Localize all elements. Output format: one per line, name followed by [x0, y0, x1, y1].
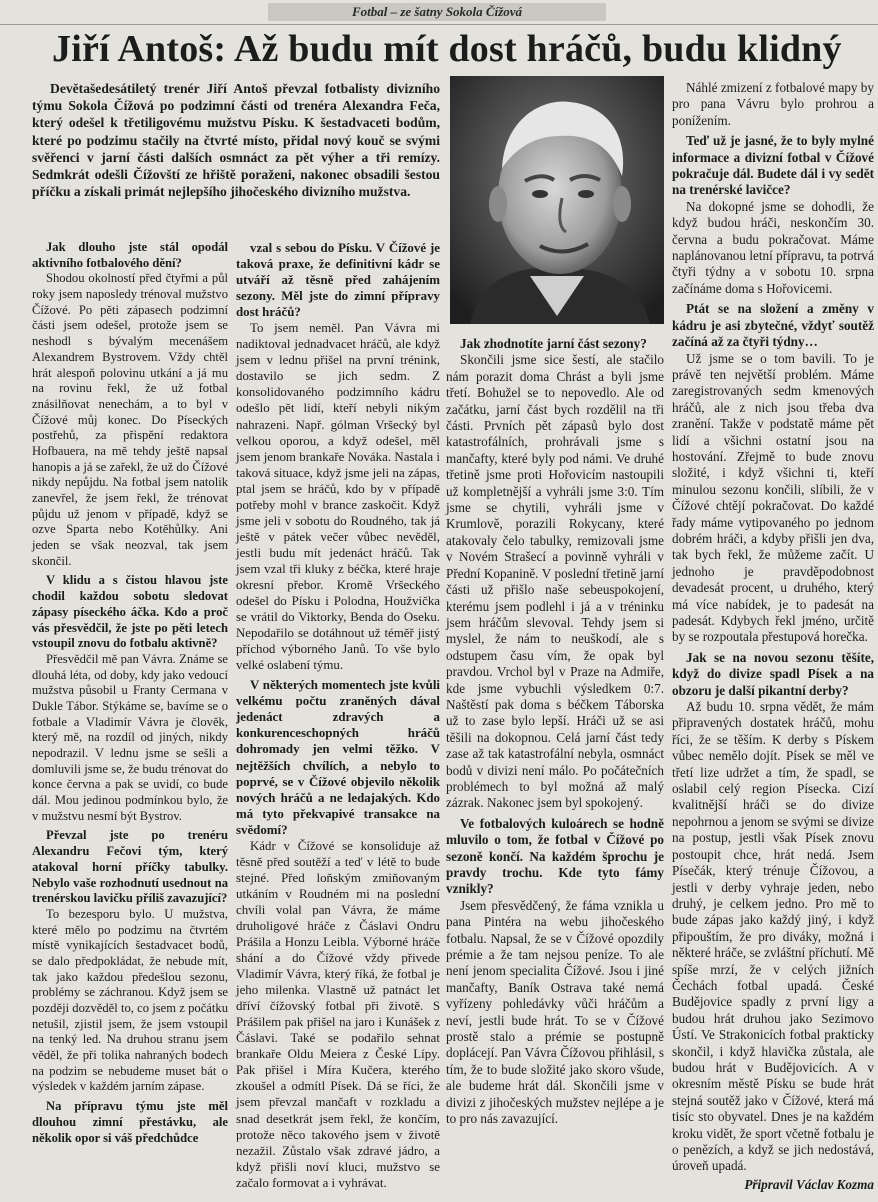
- top-rule: [0, 24, 878, 25]
- interview-question: Ve fotbalových kuloárech se hodně mluvilo o tom, že fotbal v Čížové po sezoně končí. Na každém šprochu je pravdy trochu. Kde tyto fámy vznikly?: [446, 815, 664, 897]
- interview-question: V klidu a s čistou hlavou jste chodil každou sobotu sledovat zápasy píseckého áčka. Kdo a proč vás přesvědčil, že jste po pěti letech vstoupil znovu do fotbalu aktivně?: [32, 573, 228, 651]
- author-signature: Připravil Václav Kozma: [744, 1176, 874, 1192]
- interview-answer: Náhlé zmizení z fotbalové mapy by pro pana Vávru bylo prohrou a ponížením.: [672, 80, 874, 128]
- article-column-1: [32, 236, 228, 1146]
- interview-answer: Shodou okolností před čtyřmi a půl roky jsem naposledy trénoval mužstvo Čížové. Po pěti zápasech podzimní části jsem odešel, protože jsem se neshodl s bývalým mecenášem Alexandrem Bystrovem. Vždy chtěl hrát alespoň polovinu utkání a já mu na rovinu řekl, že už fotbal znásilňovat nenechám, a to byl v Čížové můj konec. Do Píseckých postřehů, za přispění redaktora Hofbauera, na mě tehdy ještě napsal hanopis a já se zařekl, že už do Čížové nikdy nepůjdu. Na fotbal jsem natolik zanevřel, že jsem řekl, že trénovat půjdu už jenom v případě, když se ozve Sparta nebo Kotěhůlky. Ani jeden se však neozval, tak jsem skončil.: [32, 271, 228, 568]
- interview-answer: Na dokopné jsme se dohodli, že když budou hráči, neskončím 30. června a budu pokračovat. Máme naplánovanou letní přípravu, ta potrvá čtyři týdny a v sobotu 10. srpna začínáme doma s Hořovicemi.: [672, 198, 874, 296]
- interview-answer: Jsem přesvědčený, že fáma vznikla u pana Pintéra na webu jihočeského fotbalu. Napsal, že se v Čížové opozdily prémie a že tam nejsou peníze. To ale není jenom specialita Čížové. Jsou i jiné mančafty, Baník Ostrava také nemá vyřízeny pohledávky vůči hráčům a neví, jestli bude hrát. To se v Čížové prostě stalo a prémie se postupně doplácejí. Pan Vávra Čížovou přihlásil, s tím, že to bude složité jako skoro všude, ale budeme hrát dál. Skončili jsme v divizi z jihočeských mužstev nejlépe a je to pro nás zavazující.: [446, 897, 664, 1127]
- interview-answer: Přesvědčil mě pan Vávra. Známe se dlouhá léta, od doby, kdy jako vedoucí mužstva působil u Franty Cermana v Dukle Tábor. Stýkáme se, bavíme se o fotbale a Vladimír Vávra je člověk, který mě, na rozdíl od jiných, nikdy nepodrazil. V lednu jsme se sešli a domluvili jsme se, že budu trénovat do konce června a pak se uvidí, co bude dál. Mou jedinou podmínkou bylo, že v mužstvu nesmí být Bystrov.: [32, 651, 228, 823]
- interview-question: Teď už je jasné, že to byly mylné informace a divizní fotbal v Čížové pokračuje dál. Budete dál i vy sedět na trenérské lavičce?: [672, 133, 874, 198]
- interview-question: V některých momentech jste kvůli velkému počtu zraněných dával jedenáct zdravých a konkurenceschopných hráčů dohromady jen velmi těžko. V nejtěžších chvílích, a nebylo to poprvé, se v Čížové objevilo několik nových hráčů a ne ledajakých. Kdo má tyto překvapivé transakce na svědomí?: [236, 678, 440, 837]
- article-column-2: [236, 236, 440, 1191]
- interview-answer: Skončili jsme sice šestí, ale stačilo nám porazit doma Chrást a byli jsme třetí. Bohužel se to nepovedlo. Ale od začátku, jarní část bych rozdělil na tři části. Prvních pět zápasů bylo dost katastrofálních, prohrávali jsme s mančafty, které byly pod námi. Ve druhé třetině jsme proti Hořovicím nastoupili už kompletnější a vyhráli jsme 3:0. Tím jsme se chytili, vyhráli jsme v Krumlově, porazili Rokycany, které atakovaly čelo tabulky, remizovali jsme v Novém Strašecí a povinně vyhráli v Přední Kopanině. V poslední třetině jarní části už přišlo naše sebeuspokojení, kterému jsem podlehl i já a v tréninku jsem hráčům slevoval. Tehdy jsem si myslel, že nám to neuškodí, ale s odstupem času vím, že opak byl pravdou. Vrchol byl v Praze na Admiře, kde jsme vybuchli výsledkem 0:7. Naštěstí pak doma s béčkem Táborska už to zase bylo lepší. Hráči už se asi těšili na dokopnou. Celá jarní část tedy zase až tak katastrofální nebyla, osmnáct bodů v divizi není málo. Po počátečních problémech to byl možná až malý zázrak. Nakonec jsem byl spokojený.: [446, 352, 664, 811]
- interview-answer: Už jsme se o tom bavili. To je právě ten největší problém. Máme zaregistrovaných sedm kmenových hráčů, ale z nich jsou třeba dva zranění. Takže v podstatě máme pět lidí a všichni ostatní jsou na hostování. Zřejmě to bude znovu složité, i když všichni ti, kteří minulou sezonu končili, slíbili, že v Čížové chtějí pokračovat. Do každé řady máme vytipovaného po jednom dobrém hráči, a kdyby přišli jen dva, tak bych řekl, že můžeme začít. U jednoho je pravděpodobnost devadesát procent, u druhého, který má více nabídek, je to padesát na padesát. Kdybych řekl jméno, určitě by se rozpoutala přestupová horečka.: [672, 350, 874, 645]
- coach-portrait-photo: [450, 76, 664, 324]
- interview-answer: To jsem neměl. Pan Vávra mi nadiktoval jednadvacet hráčů, ale když jsem v lednu přišel na první trénink, dostavilo se jich sedm. Z konsolidovaného podzimního kádru odešlo pět lidí, kteří nebyli nikým nahrazeni. Např. gólman Vršecký byl velkou oporou, a když odešel, měl jsem jenom brankaře Nováka. Nastala i taková situace, když jsme jeli na zápas, ptal jsem se hráčů, kdo by v případě potřeby mohl v brance zaskočit. Když jsme jeli v sobotu do Roudného, tak já ještě v pátek večer vůbec nevěděl, jestli budu mít jedenáct hráčů. Tak jsem vzal tři kluky z béčka, které hraje okresní přebor. Kromě Vršeckého odešel do Písku i Polodna, Houžvička se vrátil do Viktorky, Benda do Oseku. Nepodařilo se dotáhnout už téměř jistý příchod výborného Janů. To vše bylo velké oslabení týmu.: [236, 321, 440, 673]
- lead-text: Devětašedesátiletý trenér Jiří Antoš převzal fotbalisty divizního týmu Sokola Čížová po podzimní části od trenéra Alexandra Feča, který odešel k třetiligovému mužstvu Písku. K šestadvaceti bodům, které po podzimu stačily na čtvrté místo, přidal nový kouč se svými svěřenci v jarní části dalších osmnáct za pět výher a tři remízy. Sedmkrát odešli Čížovští ze hřiště poraženi, nakonec obsadili šestou příčku a získali primát nejlepšího jihočeského divizního mužstva.: [32, 81, 440, 200]
- interview-question: vzal s sebou do Písku. V Čížové je taková praxe, že definitivní kádr se utváří až těsně před zahájením sezony. Měl jste do zimní přípravy dost hráčů?: [236, 241, 440, 320]
- interview-question: Jak zhodnotíte jarní část sezony?: [460, 336, 647, 351]
- lead-paragraph: [32, 80, 440, 200]
- interview-question: Převzal jste po trenéru Alexandru Fečovi tým, který atakoval horní příčky tabulky. Nebylo vaše rozhodnutí usednout na trenérskou lavičku příliš zavazující?: [32, 828, 228, 906]
- article-column-4: [672, 80, 874, 1193]
- interview-answer: Kádr v Čížové se konsoliduje až těsně před soutěží a teď v létě to bude stejné. Před loňským zmiňovaným utkáním v Roudném mi na poslední chvíli volal pan Vávra, že máme druholigové hráče z Čáslavi Ondru Prášila a Honzu Leibla. Výborné hráče shání a do Čížové vždy přivede Vladimír Vávra, který říká, že fotbal je jeho milenka. Vlastně už patnáct let dříví čížovský fotbal při životě. S Prášilem pak přišel na jaro i Kunášek z Čáslavi. Také se podařilo sehnat brankaře Oldu Meiera z České Lípy. Pak přišel i Míra Kučera, kterého zkoušel a odmítl Písek. Dá se říci, že jsem převzal mančaft v rozkladu a snad desetkrát jsem řekl, že končím, protože něco takového jsem v životě nezažil. Zůstalo však zdravé jádro, a když přišli noví kluci, mužstvo se začalo formovat a i vyhrávat.: [236, 838, 440, 1190]
- interview-question: Jak se na novou sezonu těšíte, když do divize spadl Písek a na obzoru je další pikantní derby?: [672, 649, 874, 698]
- section-banner: Fotbal – ze šatny Sokola Čížová: [268, 3, 606, 21]
- interview-question: Na přípravu týmu jste měl dlouhou zimní přestávku, ale několik opor si váš předchůdce: [32, 1099, 228, 1145]
- article-column-3: [446, 332, 664, 1128]
- interview-answer: To bezesporu bylo. U mužstva, které mělo po podzimu na čtvrtém místě vynikajících šestadvacet bodů, se dalo předpokládat, že nebude mít, tak jako každou předešlou sezonu, problémy se záchranou. Když jsem se později dozvěděl to, co jsem z počátku netušil, zjistil jsem, že jsem vstoupil na tenký led. Na druhou stranu jsem věděl, že při tolika nahraných bodech na podzim se nebudeme muset bát o výsledek v každém jarním zápase.: [32, 906, 228, 1094]
- interview-question: Ptát se na složení a změny v kádru je asi zbytečné, vždyť soutěž začíná až za čtyři týdny…: [672, 301, 874, 350]
- interview-question: Jak dlouho jste stál opodál aktivního fotbalového dění?: [32, 240, 228, 270]
- portrait-illustration: [450, 76, 664, 324]
- interview-answer: Až budu 10. srpna vědět, že mám připravených dostatek hráčů, mohu říci, že se těším. K derby s Pískem vůbec nemělo dojít. Písek se měl ve třetí lize udržet a tím, že spadl, se oslabil celý region Písecka. Cizí kvalitnější hráči se do divize nepohrnou a jenom se svými se divize na postup, jestli však Písek znovu postoupit chce, hrát nedá. Jsem Písečák, který trénuje Čížovou, a jestli v derby vyhraje jeden, nebo druhý, je celkem jedno. Pro mě to bude zápas jako každý jiný, i když připouštím, že pro diváky, možná i některé hráče, se zvláštní příchutí. Mě spíše mrzí, že v celých jižních Čechách fotbal upadá. České Budějovice spadly z první ligy a budou hrát druhou jako Sezimovo Ústí. Ve Strakonicích fotbal prakticky skončil, i když hlavička zůstala, ale budou hrát v Budějovicích. A v okresním městě Písku se bude hrát stejná soutěž jako v Čížové, která má tisíc sto obyvatel. Dnes je na každém kroku vidět, že sport včetně fotbalu je o penězích, a když se jich nedostává, úroveň upadá.: [672, 699, 874, 1174]
- headline: Jiří Antoš: Až budu mít dost hráčů, budu klidný: [52, 28, 842, 70]
